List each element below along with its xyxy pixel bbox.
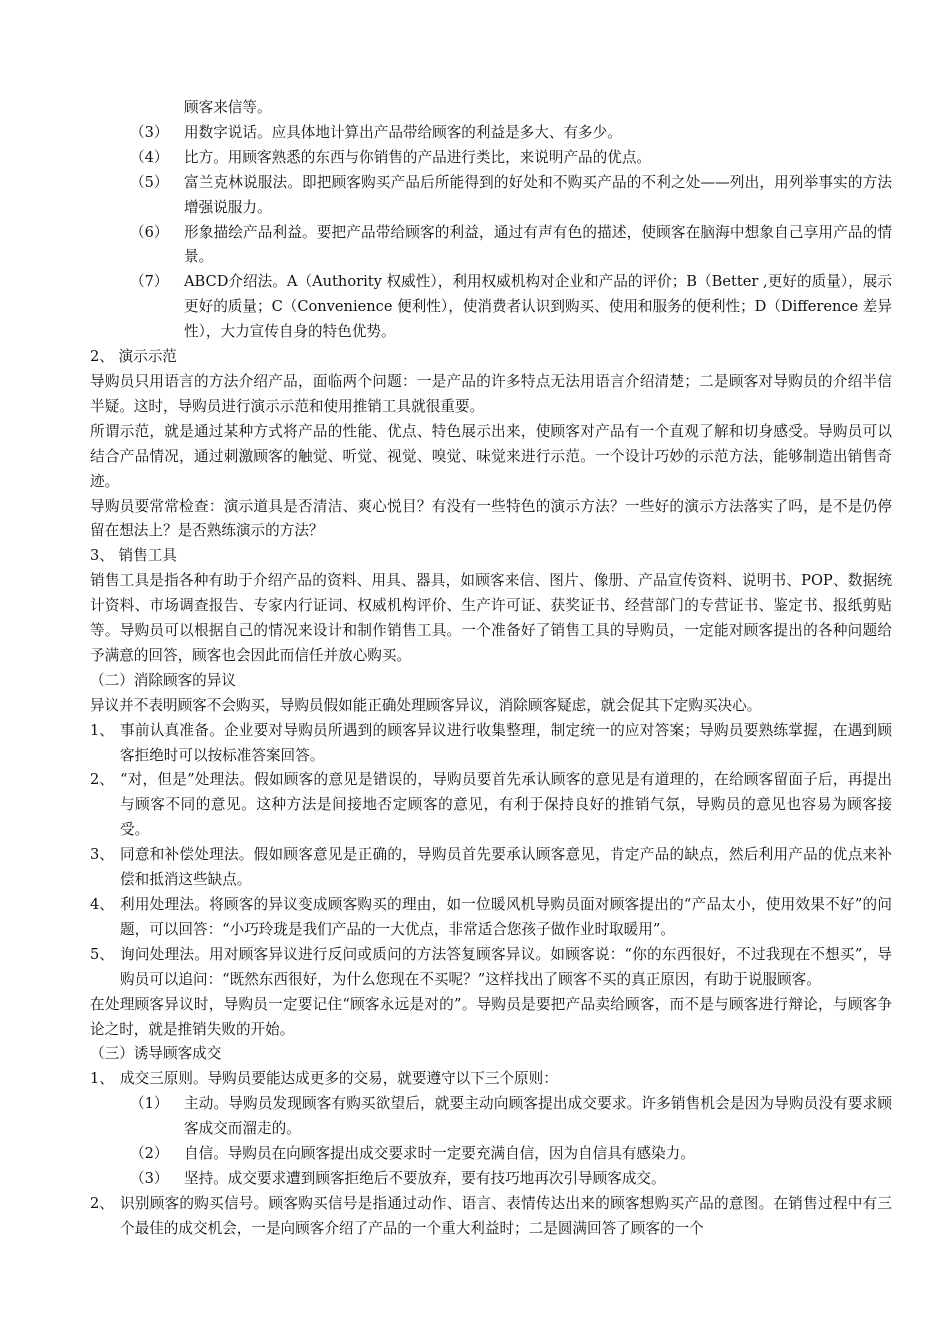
section-heading: 3、 销售工具 xyxy=(90,547,177,565)
paragraph: 异议并不表明顾客不会购买，导购员假如能正确处理顾客异议，消除顾客疑虑，就会促其下定购买决心。 xyxy=(90,696,762,714)
list-number: （4） xyxy=(130,148,169,166)
list-item xyxy=(90,768,892,843)
list-item xyxy=(90,843,892,893)
list-number: （3） xyxy=(130,1169,169,1187)
list-item xyxy=(90,221,892,271)
list-number: 4、 xyxy=(90,896,114,913)
section-heading: 2、 演示示范 xyxy=(90,348,177,366)
paragraph: 导购员只用语言的方法介绍产品，面临两个问题：一是产品的许多特点无法用语言介绍清楚；二是顾客对导购员的介绍半信半疑。这时，导购员进行演示示范和使用推销工具就很重要。 xyxy=(90,372,892,415)
list-item xyxy=(90,1067,892,1092)
list-text: 富兰克林说服法。即把顾客购买产品后所能得到的好处和不购买产品的不利之处——列出，用列举事实的方法增强说服力。 xyxy=(184,173,892,216)
list-item xyxy=(90,121,892,146)
paragraph: 销售工具是指各种有助于介绍产品的资料、用具、器具，如顾客来信、图片、像册、产品宣传资料、说明书、POP、数据统计资料、市场调查报告、专家内行证词、权威机构评价、生产许可证、获奖证书、经营部门的专营证书、鉴定书、报纸剪贴等。导购员可以根据自己的情况来设计和制作销售工具。一个准备好了销售工具的导购员，一定能对顾客提出的各种问题给予满意的回答，顾客也会因此而信任并放心购买。 xyxy=(90,572,892,664)
paragraph: 所谓示范，就是通过某种方式将产品的性能、优点、特色展示出来，使顾客对产品有一个直观了解和切身感受。导购员可以结合产品情况，通过刺激顾客的触觉、听觉、视觉、嗅觉、味觉来进行示范。一个设计巧妙的示范方法，能够制造出销售奇迹。 xyxy=(90,422,892,490)
list-item xyxy=(90,1167,892,1192)
list-text: 自信。导购员在向顾客提出成交要求时一定要充满自信，因为自信具有感染力。 xyxy=(184,1145,695,1163)
list-number: 1、 xyxy=(90,721,114,739)
paragraph: 导购员要常常检查：演示道具是否清洁、爽心悦目？有没有一些特色的演示方法？一些好的演示方法落实了吗，是不是仍停留在想法上？是否熟练演示的方法？ xyxy=(90,497,892,540)
list-item xyxy=(90,171,892,221)
list-item xyxy=(90,1192,892,1242)
list-number: 2、 xyxy=(90,771,114,789)
list-number: （3） xyxy=(130,123,169,141)
list-number: 2、 xyxy=(90,1194,114,1212)
list-number: （5） xyxy=(130,173,169,191)
list-text: “对，但是”处理法。假如顾客的意见是错误的，导购员要首先承认顾客的意见是有道理的，在给顾客留面子后，再提出与顾客不同的意见。这种方法是间接地否定顾客的意见，有利于保持良好的推销气氛，导购员的意见也容易为顾客接受。 xyxy=(120,771,892,839)
paragraph: 在处理顾客异议时，导购员一定要记住“顾客永远是对的”。导购员是要把产品卖给顾客，而不是与顾客进行辩论，与顾客争论之时，就是推销失败的开始。 xyxy=(90,995,892,1038)
list-item xyxy=(90,270,892,345)
list-number: 5、 xyxy=(90,945,114,963)
list-item xyxy=(90,1092,892,1142)
list-text: 事前认真准备。企业要对导购员所遇到的顾客异议进行收集整理，制定统一的应对答案；导购员要熟练掌握，在遇到顾客拒绝时可以按标准答案回答。 xyxy=(120,721,892,764)
list-text: 询问处理法。用对顾客异议进行反问或质问的方法答复顾客异议。如顾客说：“你的东西很好，不过我现在不想买”，导购员可以追问：“既然东西很好，为什么您现在不买呢？”这样找出了顾客不买的真正原因，有助于说服顾客。 xyxy=(120,945,892,988)
list-text: 同意和补偿处理法。假如顾客意见是正确的，导购员首先要承认顾客意见，肯定产品的缺点，然后利用产品的优点来补偿和抵消这些缺点。 xyxy=(120,846,892,889)
list-text: 坚持。成交要求遭到顾客拒绝后不要放弃，要有技巧地再次引导顾客成交。 xyxy=(184,1169,666,1187)
list-text: 主动。导购员发现顾客有购买欲望后，就要主动向顾客提出成交要求。许多销售机会是因为导购员没有要求顾客成交而溜走的。 xyxy=(184,1095,892,1138)
list-item xyxy=(90,146,892,171)
list-text: ABCD介绍法。A（Authority 权威性），利用权威机构对企业和产品的评价；B（Better ,更好的质量），展示更好的质量；C（Convenience 便利性），使消费者认识到购买、使用和服务的便利性；D（Difference 差异性），大力宣传自身的特色优势。 xyxy=(184,273,892,341)
list-number: （6） xyxy=(130,223,169,241)
list-text: 比方。用顾客熟悉的东西与你销售的产品进行类比，来说明产品的优点。 xyxy=(184,148,652,166)
section-heading: （二）消除顾客的异议 xyxy=(90,671,236,689)
list-number: （2） xyxy=(130,1145,169,1163)
text-line: 顾客来信等。 xyxy=(184,99,272,116)
list-text: 用数字说话。应具体地计算出产品带给顾客的利益是多大、有多少。 xyxy=(184,123,622,141)
list-text: 成交三原则。导购员要能达成更多的交易，就要遵守以下三个原则： xyxy=(120,1070,558,1088)
list-number: 3、 xyxy=(90,846,114,864)
list-number: （7） xyxy=(130,273,169,291)
list-text: 识别顾客的购买信号。顾客购买信号是指通过动作、语言、表情传达出来的顾客想购买产品的意图。在销售过程中有三个最佳的成交机会，一是向顾客介绍了产品的一个重大利益时；二是圆满回答了顾客的一个 xyxy=(120,1194,892,1237)
list-text: 利用处理法。将顾客的异议变成顾客购买的理由，如一位暖风机导购员面对顾客提出的“产品太小，使用效果不好”的问题，可以回答：“小巧玲珑是我们产品的一大优点，非常适合您孩子做作业时取暖用”。 xyxy=(120,896,892,938)
list-item xyxy=(90,1142,892,1167)
list-item xyxy=(90,943,892,993)
list-text: 形象描绘产品利益。要把产品带给顾客的利益，通过有声有色的描述，使顾客在脑海中想象自己享用产品的情景。 xyxy=(184,223,892,266)
list-item xyxy=(90,719,892,769)
list-item xyxy=(90,893,892,943)
section-heading: （三）诱导顾客成交 xyxy=(90,1045,222,1063)
list-number: 1、 xyxy=(90,1070,114,1088)
list-number: （1） xyxy=(130,1095,169,1113)
